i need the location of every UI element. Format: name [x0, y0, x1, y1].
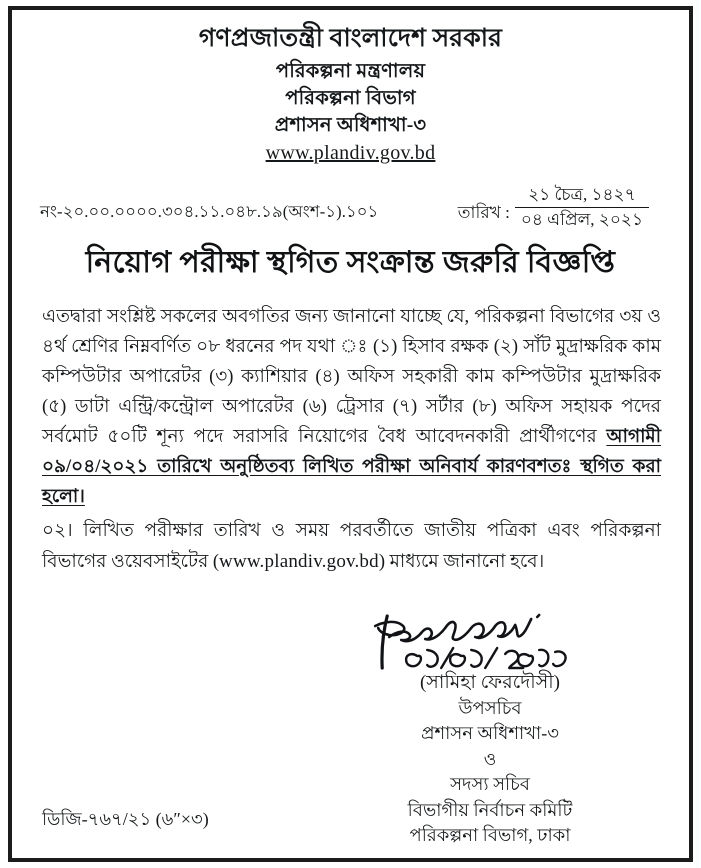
printing-code: ডিজি-৭৬৭/২১ (৬″×৩) — [42, 809, 209, 829]
notice-border-frame — [8, 6, 693, 862]
handwritten-signature-icon — [325, 610, 655, 672]
reference-date-row — [34, 185, 667, 231]
signatory-role-secondary: সদস্য সচিব — [450, 774, 530, 795]
signatory-office: পরিকল্পনা বিভাগ, ঢাকা — [409, 825, 571, 846]
paragraph-2 — [42, 517, 661, 578]
division-name: পরিকল্পনা বিভাগ — [285, 87, 416, 109]
date-bengali-calendar: ২১ চৈত্র, ১৪২৭ — [515, 185, 649, 209]
notice-body — [34, 303, 667, 578]
date-label: তারিখ : — [457, 202, 510, 222]
date-group — [458, 185, 663, 231]
body-website-link[interactable]: www.plandiv.gov.bd — [219, 550, 379, 572]
reference-number: নং-২০.০০.০০০০.৩০৪.১১.০৪৮.১৯(অংশ-১).১০১ — [40, 201, 379, 221]
letterhead — [34, 24, 667, 165]
signatory-conjunction: ও — [483, 749, 497, 769]
paragraph-1 — [42, 303, 661, 513]
notice-title: নিয়োগ পরীক্ষা স্থগিত সংক্রান্ত জরুরি বিজ্ঞপ্তি — [85, 245, 616, 279]
paragraph-2-text-tail: ) মাধ্যমে জানানো হবে। — [378, 551, 545, 572]
signatory-section: প্রশাসন অধিশাখা-৩ — [421, 723, 559, 744]
signatory-name: (সামিহা ফেরদৌসী) — [419, 672, 561, 693]
ministry-name: পরিকল্পনা মন্ত্রণালয় — [275, 60, 426, 82]
government-name: গণপ্রজাতন্ত্রী বাংলাদেশ সরকার — [198, 25, 503, 52]
section-name: প্রশাসন অধিশাখা-৩ — [274, 114, 427, 136]
date-gregorian-calendar: ০৪ এপ্রিল, ২০২১ — [520, 210, 643, 230]
date-stack — [515, 185, 649, 231]
notice-content — [12, 10, 689, 858]
signatory-designation: উপসচিব — [458, 697, 522, 718]
paragraph-2-text-lead: ০২। লিখিত পরীক্ষার তারিখ ও সময় পরবর্তীতে জাতীয় পত্রিকা এবং পরিকল্পনা বিভাগের ওয়েবসাইটের ( — [42, 520, 661, 572]
signatory-committee: বিভাগীয় নির্বাচন কমিটি — [407, 799, 573, 820]
signature-block — [325, 610, 655, 849]
header-website-link[interactable]: www.plandiv.gov.bd — [265, 141, 436, 164]
paragraph-1-emphasis: আগামী ০৯/০৪/২০২১ তারিখে অনুষ্ঠিতব্য লিখিত পরীক্ষা অনিবার্য কারণবশতঃ স্থগিত করা হলো। — [42, 426, 661, 507]
paragraph-1-text: এতদ্বারা সংশ্লিষ্ট সকলের অবগতির জন্য জানানো যাচ্ছে যে, পরিকল্পনা বিভাগের ৩য় ও ৪র্থ শ্রেণির নিম্নবর্ণিত ০৮ ধরনের পদ যথা ঃ (১) হিসাব রক্ষক (২) সাঁট মুদ্রাক্ষরিক কাম কম্পিউটার অপারেটর (৩) ক্যাশিয়ার (৪) অফিস সহকারী কাম কম্পিউটার মুদ্রাক্ষরিক (৫) ডাটা এন্ট্রি/কন্ট্রোল অপারেটর (৬) ট্রেসার (৭) সর্টার (৮) অফিস সহায়ক পদের সর্বমোট ৫০টি শূন্য পদে সরাসরি নিয়োগের বৈধ আবেদনকারী প্রার্থীগণের — [42, 306, 661, 447]
